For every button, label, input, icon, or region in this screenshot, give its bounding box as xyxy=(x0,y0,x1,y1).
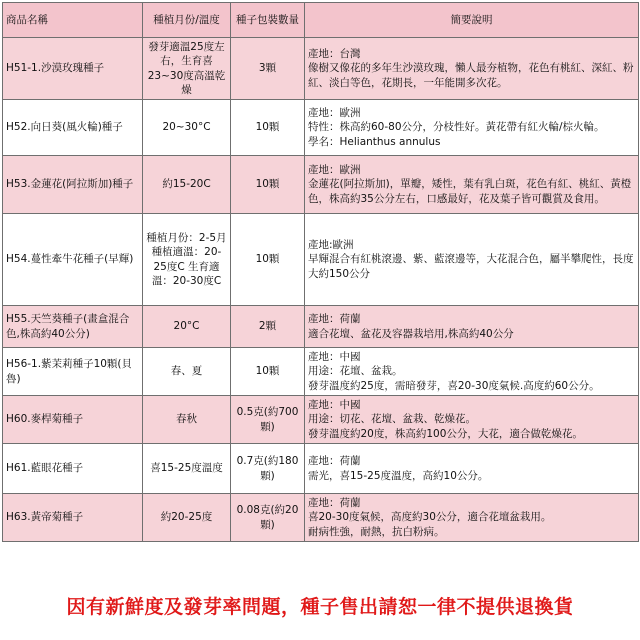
description-line: 產地:歐洲 xyxy=(308,239,354,252)
package-qty-cell: 0.7克(約180顆) xyxy=(231,444,305,494)
package-qty-cell: 2顆 xyxy=(231,306,305,348)
table-row xyxy=(3,396,639,444)
description-line: 早輝混合有紅桃滾邊、紫、藍滾邊等，大花混合色，屬半攀爬性，長度大約150公分 xyxy=(308,253,634,280)
table-row xyxy=(3,100,639,156)
description-line: 產地：中國 xyxy=(308,351,361,364)
product-name-cell: H53.金蓮花(阿拉斯加)種子 xyxy=(3,156,143,214)
month-temp-cell: 春、夏 xyxy=(143,348,231,396)
product-name-cell: H52.向日葵(風火輪)種子 xyxy=(3,100,143,156)
description-line: 用途：花壇、盆栽。 xyxy=(308,365,403,378)
product-name-cell: H54.蔓性牽牛花種子(早輝) xyxy=(3,214,143,306)
table-row xyxy=(3,444,639,494)
description-cell xyxy=(305,100,639,156)
product-name-cell: H61.藍眼花種子 xyxy=(3,444,143,494)
description-cell xyxy=(305,348,639,396)
description-line: 用途：切花、花壇、盆栽、乾燥花。 xyxy=(308,413,476,426)
month-temp-cell: 發芽適溫25度左右，生育喜23~30度高溫乾燥 xyxy=(143,38,231,100)
table-header-row xyxy=(3,3,639,38)
description-line: 需光，喜15-25度溫度，高約10公分。 xyxy=(308,469,489,482)
package-qty-cell: 10顆 xyxy=(231,100,305,156)
description-cell xyxy=(305,494,639,542)
header-package-qty: 種子包裝數量 xyxy=(231,3,305,38)
month-temp-cell: 20°C xyxy=(143,306,231,348)
month-temp-cell: 約15-20C xyxy=(143,156,231,214)
month-temp-cell: 喜15-25度溫度 xyxy=(143,444,231,494)
seed-product-table xyxy=(2,2,639,542)
package-qty-cell: 10顆 xyxy=(231,156,305,214)
description-cell xyxy=(305,156,639,214)
description-line: 產地：荷蘭 xyxy=(308,455,361,468)
product-name-cell: H56-1.紫茉莉種子10顆(貝魯) xyxy=(3,348,143,396)
description-line: 像樹又像花的多年生沙漠玫瑰，懶人最夯植物，花色有桃紅、深紅、粉紅、淡白等色，花期長，一年能開多次花。 xyxy=(308,62,634,89)
description-line: 金蓮花(阿拉斯加)，單瓣，矮性，葉有乳白斑，花色有紅、桃紅、黃橙色，株高約35公分左右，口感最好，花及葉子皆可觀賞及食用。 xyxy=(308,178,632,205)
package-qty-cell: 10顆 xyxy=(231,214,305,306)
product-name-cell: H60.麥桿菊種子 xyxy=(3,396,143,444)
description-cell xyxy=(305,444,639,494)
description-cell xyxy=(305,214,639,306)
package-qty-cell: 3顆 xyxy=(231,38,305,100)
package-qty-cell: 0.08克(約20顆) xyxy=(231,494,305,542)
description-line: 產地：荷蘭 xyxy=(308,313,361,326)
package-qty-cell: 10顆 xyxy=(231,348,305,396)
header-month-temp: 種植月份/溫度 xyxy=(143,3,231,38)
description-line: 學名：Helianthus annulus xyxy=(308,135,441,148)
description-line: 發芽溫度約25度，需暗發芽，喜20-30度氣候.高度約60公分。 xyxy=(308,379,600,392)
header-product-name: 商品名稱 xyxy=(3,3,143,38)
product-name-cell: H63.黃帝菊種子 xyxy=(3,494,143,542)
description-line: 喜20-30度氣候，高度約30公分，適合花壇盆栽用。 xyxy=(308,511,552,524)
table-row xyxy=(3,38,639,100)
description-line: 產地：歐洲 xyxy=(308,164,361,177)
month-temp-cell: 約20-25度 xyxy=(143,494,231,542)
table-row xyxy=(3,214,639,306)
description-line: 適合花壇、盆花及容器栽培用,株高約40公分 xyxy=(308,327,514,340)
description-cell xyxy=(305,38,639,100)
product-name-cell: H55.天竺葵種子(畫盒混合色,株高約40公分) xyxy=(3,306,143,348)
no-return-notice: 因有新鮮度及發芽率問題，種子售出請恕一律不提供退換貨 xyxy=(66,596,574,618)
description-line: 產地：中國 xyxy=(308,399,361,412)
description-line: 產地：歐洲 xyxy=(308,107,361,120)
description-line: 產地：台灣 xyxy=(308,48,361,61)
month-temp-cell: 種植月份：2-5月 種植適溫：20-25度C 生育適溫：20-30度C xyxy=(143,214,231,306)
month-temp-cell: 春秋 xyxy=(143,396,231,444)
table-row xyxy=(3,494,639,542)
description-line: 特性：株高約60-80公分，分枝性好。黃花帶有紅火輪/棕火輪。 xyxy=(308,121,605,134)
description-cell xyxy=(305,306,639,348)
description-line: 耐病性強，耐熱，抗白粉病。 xyxy=(308,525,445,538)
description-line: 發芽溫度約20度，株高約100公分，大花，適合做乾燥花。 xyxy=(308,427,583,440)
table-row xyxy=(3,306,639,348)
table-row xyxy=(3,348,639,396)
package-qty-cell: 0.5克(約700顆) xyxy=(231,396,305,444)
product-name-cell: H51-1.沙漠玫瑰種子 xyxy=(3,38,143,100)
description-cell xyxy=(305,396,639,444)
month-temp-cell: 20~30°C xyxy=(143,100,231,156)
table-row xyxy=(3,156,639,214)
description-line: 產地：荷蘭 xyxy=(308,497,361,510)
header-description: 簡要說明 xyxy=(305,3,639,38)
